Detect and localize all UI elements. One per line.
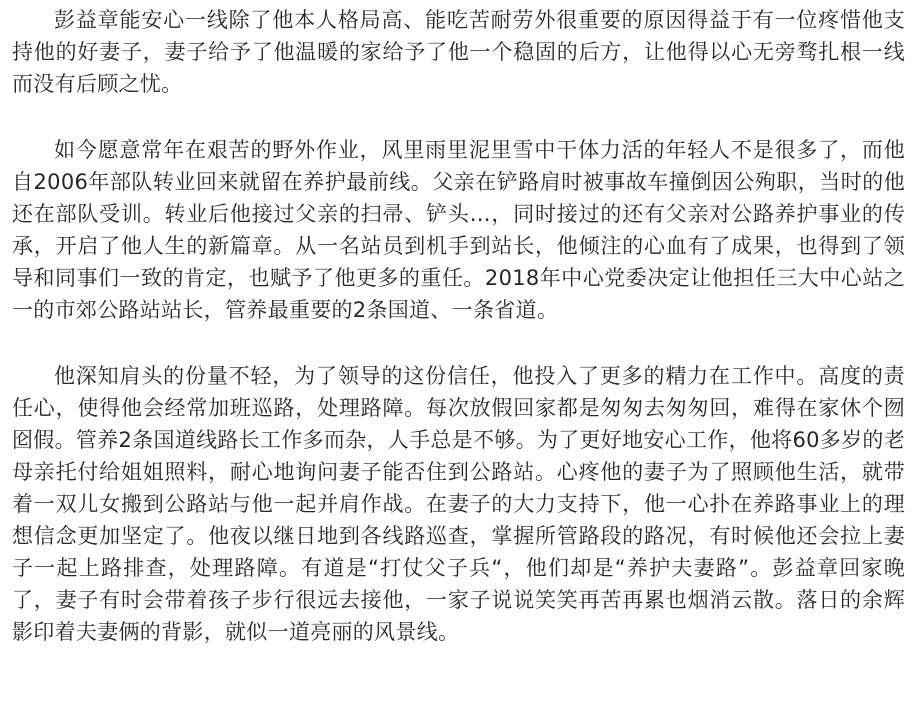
article-paragraph-2: 如今愿意常年在艰苦的野外作业，风里雨里泥里雪中干体力活的年轻人不是很多了，而他自2006年部队转业回来就留在养护最前线。父亲在铲路肩时被事故车撞倒因公殉职，当时的他还在部队受训。转业后他接过父亲的扫帚、铲头…，同时接过的还有父亲对公路养护事业的传承，开启了他人生的新篇章。从一名站员到机手到站长，他倾注的心血有了成果，也得到了领导和同事们一致的肯定，也赋予了他更多的重任。2018年中心党委决定让他担任三大中心站之一的市郊公路站站长，管养最重要的2条国道、一条省道。 bbox=[12, 138, 905, 322]
article-paragraph-1: 彭益章能安心一线除了他本人格局高、能吃苦耐劳外很重要的原因得益于有一位疼惜他支持他的好妻子，妻子给予了他温暖的家给予了他一个稳固的后方，让他得以心无旁骛扎根一线而没有后顾之忧。 bbox=[12, 8, 905, 96]
article-body bbox=[12, 4, 905, 648]
article-paragraph-3: 他深知肩头的份量不轻，为了领导的这份信任，他投入了更多的精力在工作中。高度的责任心，使得他会经常加班巡路，处理路障。每次放假回家都是匆匆去匆匆回，难得在家休个囫囵假。管养2条国道线路长工作多而杂，人手总是不够。为了更好地安心工作，他将60多岁的老母亲托付给姐姐照料，耐心地询问妻子能否住到公路站。心疼他的妻子为了照顾他生活，就带着一双儿女搬到公路站与他一起并肩作战。在妻子的大力支持下，他一心扑在养路事业上的理想信念更加坚定了。他夜以继日地到各线路巡查，掌握所管路段的路况，有时候他还会拉上妻子一起上路排查，处理路障。有道是“打仗父子兵“，他们却是“养护夫妻路”。彭益章回家晚了，妻子有时会带着孩子步行很远去接他，一家子说说笑笑再苦再累也烟消云散。落日的余辉影印着夫妻俩的背影，就似一道亮丽的风景线。 bbox=[12, 364, 905, 644]
